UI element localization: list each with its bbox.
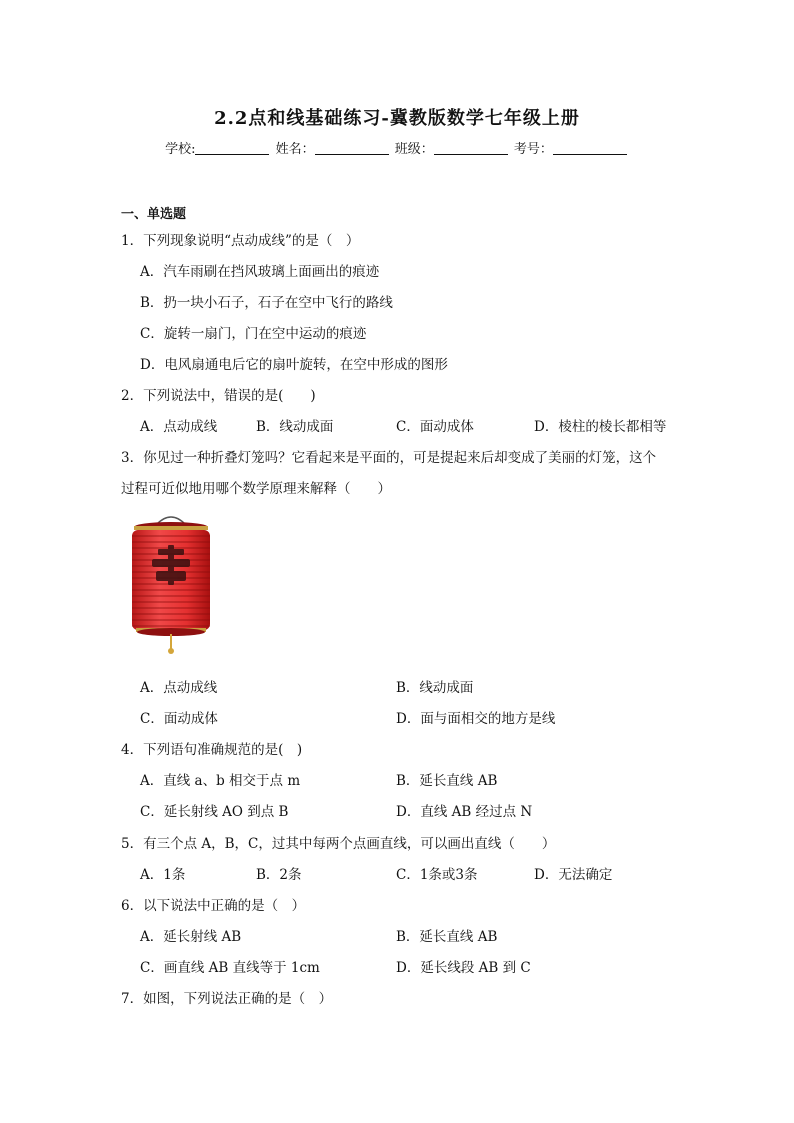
- question-5-stem: 5．有三个点 A，B，C，过其中每两个点画直线，可以画出直线（ ）: [121, 836, 556, 852]
- question-4-option-a[interactable]: A．直线 a、b 相交于点 m: [140, 773, 301, 789]
- name-label: 姓名：: [275, 142, 315, 157]
- class-blank[interactable]: [434, 141, 508, 155]
- question-2-option-b[interactable]: B．线动成面: [256, 419, 334, 435]
- question-7-stem: 7．如图，下列说法正确的是（ ）: [121, 991, 333, 1007]
- question-1-stem: 1．下列现象说明“点动成线”的是（ ）: [121, 233, 360, 249]
- question-1-option-a[interactable]: A．汽车雨刷在挡风玻璃上面画出的痕迹: [140, 264, 380, 280]
- question-3-option-d[interactable]: D．面与面相交的地方是线: [396, 711, 556, 727]
- question-3-option-b[interactable]: B．线动成面: [396, 680, 474, 696]
- question-1-option-b[interactable]: B．扔一块小石子，石子在空中飞行的路线: [140, 295, 393, 311]
- question-4-stem: 4．下列语句准确规范的是( ): [121, 742, 303, 758]
- question-3-option-a[interactable]: A．点动成线: [140, 680, 218, 696]
- question-3-stem-line-1: 3．你见过一种折叠灯笼吗？它看起来是平面的，可是提起来后却变成了美丽的灯笼，这个: [121, 450, 657, 466]
- section-heading: 一、单选题: [121, 207, 187, 222]
- number-blank[interactable]: [553, 141, 627, 155]
- class-label: 班级：: [394, 142, 434, 157]
- question-3-option-c[interactable]: C．面动成体: [140, 711, 218, 727]
- question-2-option-a[interactable]: A．点动成线: [140, 419, 218, 435]
- question-6-option-d[interactable]: D．延长线段 AB 到 C: [396, 960, 531, 976]
- question-4-option-b[interactable]: B．延长直线 AB: [396, 773, 498, 789]
- number-label: 考号：: [513, 142, 553, 157]
- student-info-line: [0, 138, 794, 157]
- question-6-option-a[interactable]: A．延长射线 AB: [140, 929, 242, 945]
- question-4-option-d[interactable]: D．直线 AB 经过点 N: [396, 804, 533, 820]
- question-5-option-d[interactable]: D．无法确定: [534, 867, 613, 883]
- question-5-option-a[interactable]: A．1条: [140, 867, 186, 883]
- question-1-option-d[interactable]: D．电风扇通电后它的扇叶旋转，在空中形成的图形: [140, 357, 448, 373]
- question-4-option-c[interactable]: C．延长射线 AO 到点 B: [140, 804, 289, 820]
- school-blank[interactable]: [195, 141, 269, 155]
- question-2-option-d[interactable]: D．棱柱的棱长都相等: [534, 419, 667, 435]
- question-6-stem: 6．以下说法中正确的是（ ）: [121, 898, 306, 914]
- question-5-option-c[interactable]: C．1条或3条: [396, 867, 478, 883]
- question-2-option-c[interactable]: C．面动成体: [396, 419, 474, 435]
- page-title: 2.2点和线基础练习-冀教版数学七年级上册: [214, 108, 580, 129]
- question-2-stem: 2．下列说法中，错误的是( ): [121, 388, 316, 404]
- question-6-option-c[interactable]: C．画直线 AB 直线等于 1cm: [140, 960, 320, 976]
- school-label: 学校:: [165, 142, 196, 157]
- question-6-option-b[interactable]: B．延长直线 AB: [396, 929, 498, 945]
- question-3-stem-line-2: 过程可近似地用哪个数学原理来解释（ ）: [121, 481, 391, 497]
- question-1-option-c[interactable]: C．旋转一扇门，门在空中运动的痕迹: [140, 326, 367, 342]
- red-paper-lantern-image: [128, 513, 214, 655]
- name-blank[interactable]: [315, 141, 389, 155]
- question-5-option-b[interactable]: B．2条: [256, 867, 302, 883]
